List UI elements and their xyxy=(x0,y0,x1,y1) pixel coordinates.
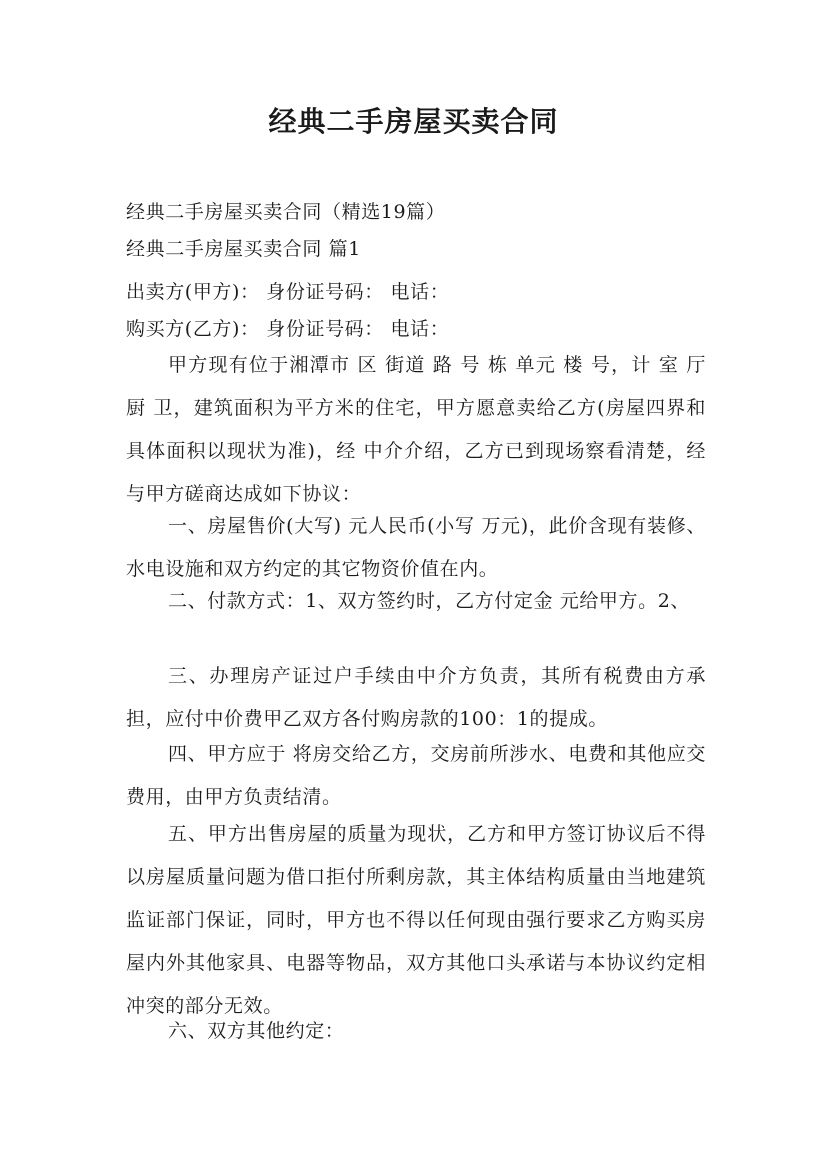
paragraph-clause-3-transfer: 三、办理房产证过户手续由中介方负责，其所有税费由方承担，应付中价费甲乙双方各付购房款的100：1的提成。 xyxy=(126,665,706,730)
document-subtitle: 经典二手房屋买卖合同（精选19篇） xyxy=(126,201,446,223)
paragraph-clause-5-quality: 五、甲方出售房屋的质量为现状，乙方和甲方签订协议后不得以房屋质量问题为借口拒付所剩房款，其主体结构质量由当地建筑监证部门保证，同时，甲方也不得以任何现由强行要求乙方购买房屋内外其他家具、电器等物品，双方其他口头承诺与本协议约定相冲突的部分无效。 xyxy=(126,823,706,1017)
seller-info-line: 出卖方(甲方)： 身份证号码： 电话： xyxy=(126,281,450,303)
paragraph-clause-6-other: 六、双方其他约定： xyxy=(168,1020,345,1042)
paragraph-clause-1-price: 一、房屋售价(大写) 元人民币(小写 万元)，此价含现有装修、水电设施和双方约定的其它物资价值在内。 xyxy=(126,515,706,580)
document-title: 经典二手房屋买卖合同 xyxy=(268,105,559,138)
section-heading: 经典二手房屋买卖合同 篇1 xyxy=(126,238,361,260)
paragraph-clause-2-payment: 二、付款方式：1、双方签约时，乙方付定金 元给甲方。2、 xyxy=(168,590,691,612)
buyer-info-line: 购买方(乙方)： 身份证号码： 电话： xyxy=(126,318,450,340)
paragraph-property-description: 甲方现有位于湘潭市 区 街道 路 号 栋 单元 楼 号，计 室 厅 厨 卫，建筑面积为平方米的住宅，甲方愿意卖给乙方(房屋四界和具体面积以现状为准)，经 中介介绍，乙方已到现场察看清楚，经与甲方磋商达成如下协议： xyxy=(126,354,706,505)
paragraph-clause-4-handover: 四、甲方应于 将房交给乙方，交房前所涉水、电费和其他应交费用，由甲方负责结清。 xyxy=(126,743,706,808)
